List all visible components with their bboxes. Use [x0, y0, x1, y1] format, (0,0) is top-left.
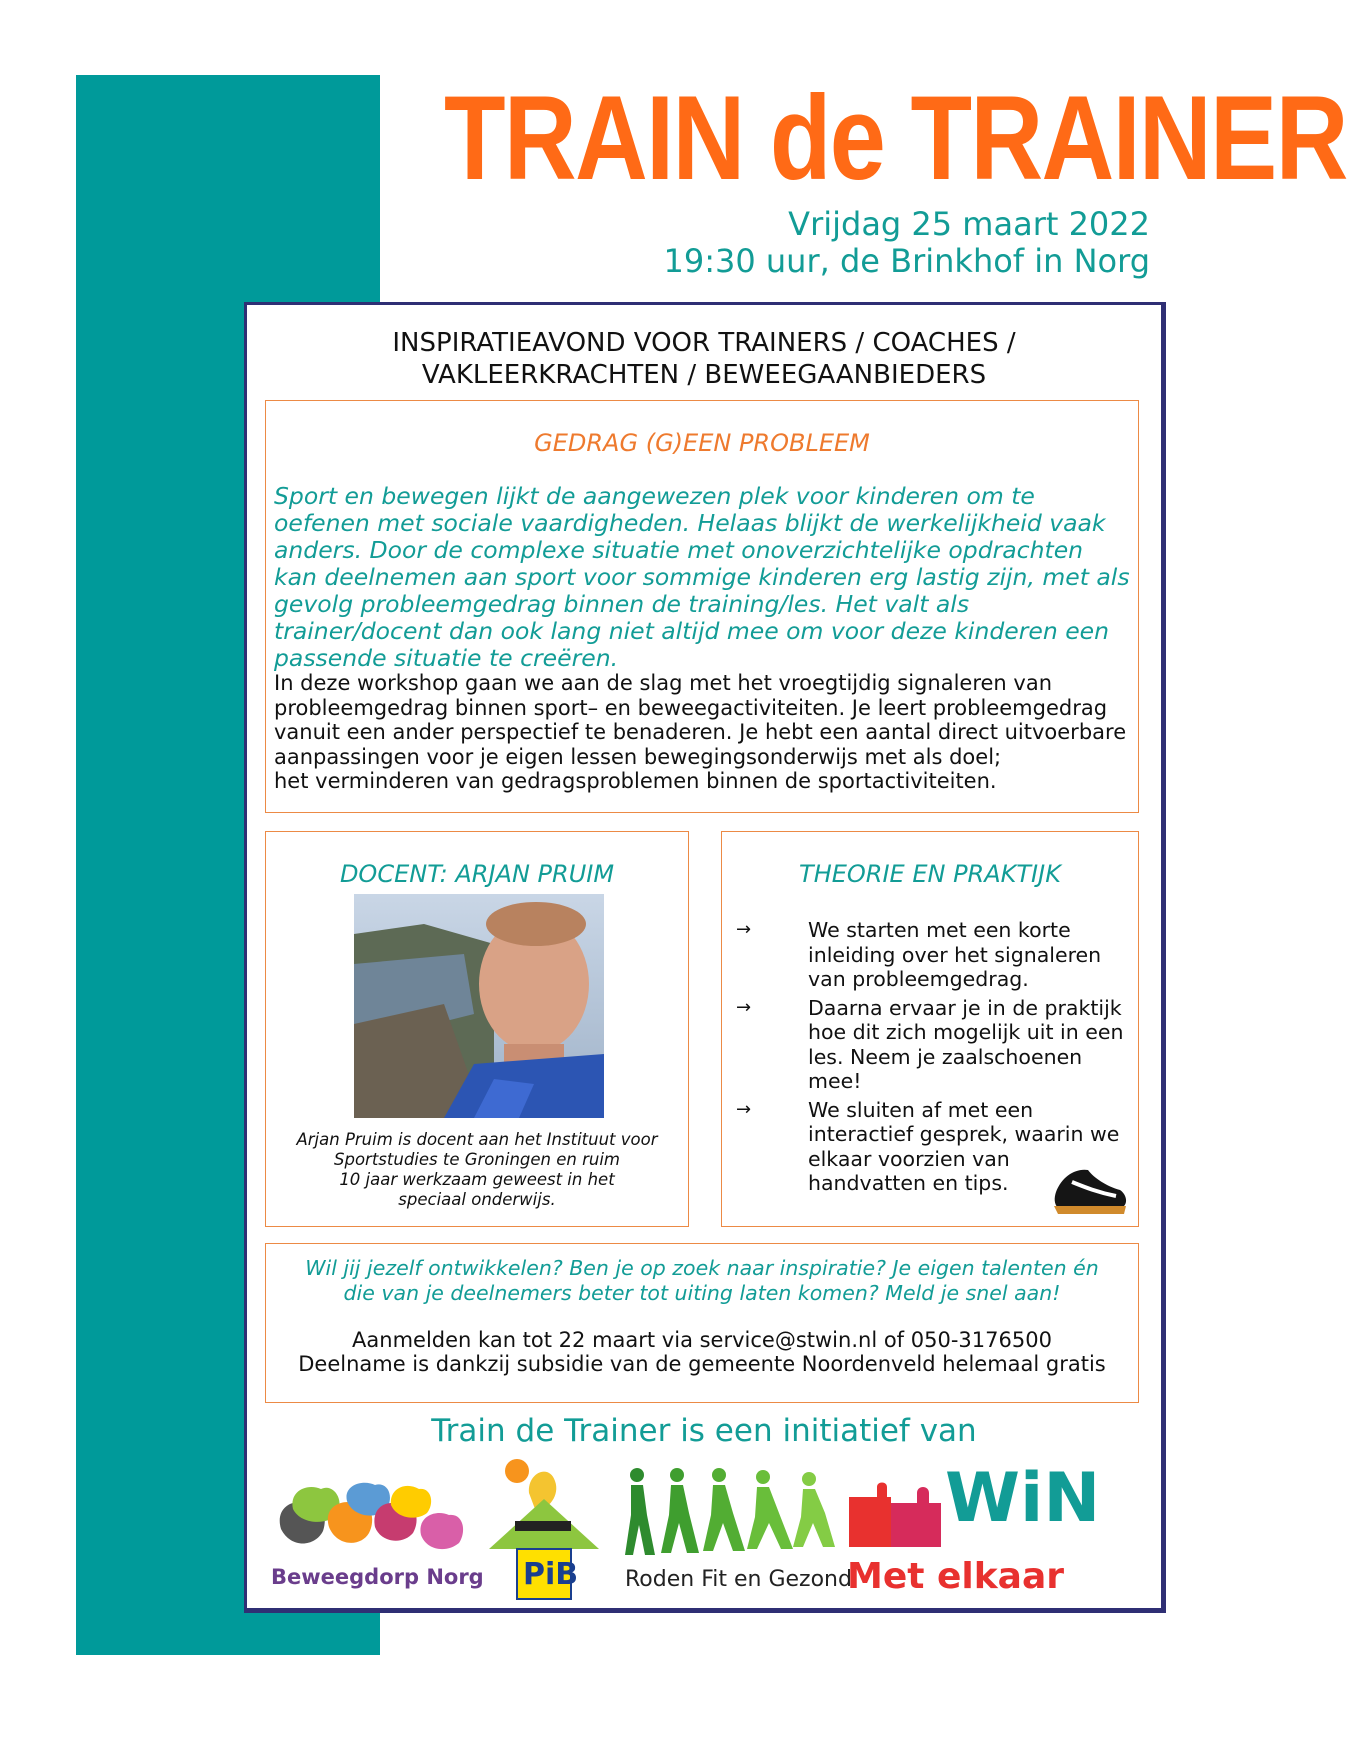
list-item-text: Daarna ervaar je in de praktijk hoe dit zich mogelijk uit in een les. Neem je zaalschoenen mee! [808, 995, 1124, 1093]
list-item-text: We starten met een korte inleiding over het signaleren van probleemgedrag. [808, 918, 1102, 991]
pib-logo [489, 1453, 599, 1603]
arrow-right-icon: → [736, 996, 752, 1018]
signup-info [276, 1328, 1128, 1376]
list-item [728, 996, 1132, 1094]
theory-box [721, 831, 1139, 1227]
met-elkaar-text: Met elkaar [847, 1556, 1065, 1597]
arrow-right-icon: → [736, 919, 752, 940]
heading-line-2: VAKLEERKRACHTEN / BEWEEGAANBIEDERS [421, 360, 987, 390]
list-item [728, 918, 1132, 992]
partner-logos [247, 1453, 1163, 1603]
caption-line: Arjan Pruim is docent aan het Instituut voor [296, 1130, 658, 1149]
list-item-text: We sluiten af met een interactief gesprek, waarin we elkaar voorzien van handvatten en tips. [808, 1097, 1120, 1195]
beweegdorp-norg-text: Beweegdorp Norg [271, 1565, 484, 1589]
beweegdorp-norg-logo [271, 1453, 491, 1603]
topic-intro: Sport en bewegen lijkt de aangewezen plek voor kinderen om te oefenen met sociale vaardigheden. Helaas blijkt de werkelijkheid vaak anders. Door de complexe situatie met onoverzichtelijke opdrachten kan deelnemen aan sport voor sommige kinderen erg lastig zijn, met als gevolg probleemgedrag binnen de training/les. Het valt als trainer/docent dan ook lang niet altijd mee om voor deze kinderen een passende situatie te creëren. [274, 482, 1130, 672]
cta-text [276, 1256, 1128, 1306]
arrow-right-icon: → [736, 1098, 752, 1120]
topic-title: GEDRAG (G)EEN PROBLEEM [534, 429, 870, 457]
sneaker-icon [1050, 1156, 1130, 1220]
docent-caption [276, 1130, 678, 1210]
caption-line: speciaal onderwijs. [398, 1190, 556, 1209]
signup-deadline: Aanmelden kan tot 22 maart via service@stwin.nl of 050-3176500 [352, 1328, 1052, 1352]
page-title: TRAIN de TRAINER [444, 71, 1347, 205]
caption-line: 10 jaar werkzaam geweest in het [339, 1170, 615, 1189]
roden-fit-logo [625, 1453, 852, 1603]
topic-box [265, 400, 1139, 813]
theory-title: THEORIE EN PRAKTIJK [799, 860, 1061, 888]
pib-text: PiB [523, 1557, 579, 1592]
docent-photo [354, 894, 604, 1118]
win-text: WiN [945, 1459, 1101, 1538]
caption-line: Sportstudies te Groningen en ruim [334, 1150, 620, 1169]
event-heading [247, 327, 1161, 391]
docent-title: DOCENT: ARJAN PRUIM [339, 860, 615, 888]
cta-line-1: Wil jij jezelf ontwikkelen? Ben je op zoek naar inspiratie? Je eigen talenten én [305, 1256, 1099, 1280]
content-frame [244, 302, 1166, 1613]
event-date-line: Vrijdag 25 maart 2022 [788, 205, 1150, 243]
docent-box [265, 831, 689, 1227]
workshop-description [274, 671, 1132, 794]
workshop-goal: het verminderen van gedragsproblemen binnen de sportactiviteiten. [274, 769, 997, 793]
roden-fit-text: Roden Fit en Gezond [625, 1567, 852, 1592]
signup-box [265, 1243, 1139, 1403]
heading-line-1: INSPIRATIEAVOND VOOR TRAINERS / COACHES / [392, 328, 1016, 358]
win-logo [847, 1453, 1101, 1603]
workshop-text: In deze workshop gaan we aan de slag met het vroegtijdig signaleren van probleemgedrag binnen sport– en beweegactiviteiten. Je leert probleemgedrag vanuit een ander perspectief te benaderen. Je hebt een aantal direct uitvoerbare aanpassingen voor je eigen lessen bewegingsonderwijs met als doel; [274, 671, 1127, 769]
signup-subsidy: Deelname is dankzij subsidie van de gemeente Noordenveld helemaal gratis [298, 1352, 1106, 1376]
event-date [664, 206, 1151, 280]
initiative-heading: Train de Trainer is een initiatief van [431, 1413, 977, 1449]
event-time-location: 19:30 uur, de Brinkhof in Norg [663, 242, 1150, 280]
cta-line-2: die van je deelnemers beter tot uiting laten komen? Meld je snel aan! [343, 1281, 1061, 1305]
